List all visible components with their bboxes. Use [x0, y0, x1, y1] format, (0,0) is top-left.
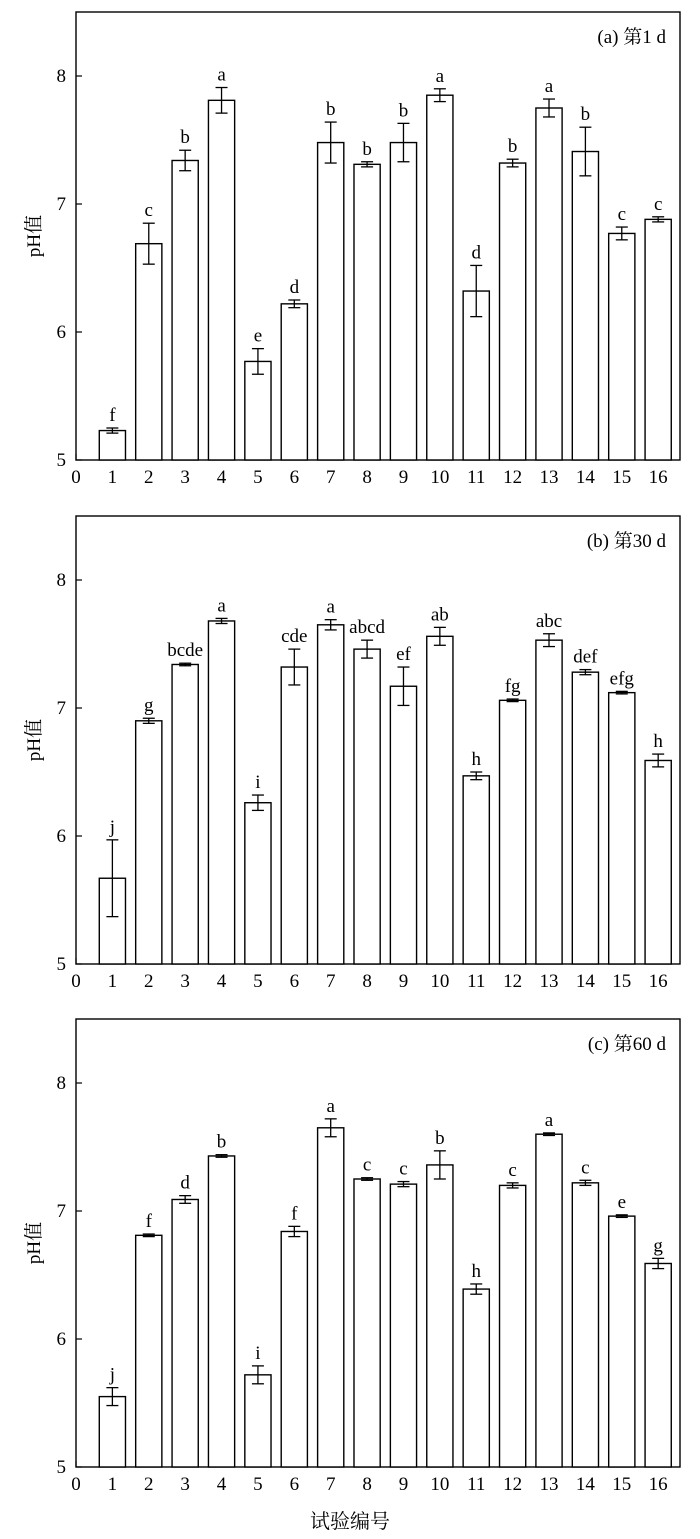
x-tick-label: 10	[430, 467, 450, 488]
significance-label: abc	[535, 610, 563, 632]
x-tick-label: 4	[216, 467, 227, 488]
significance-label: cde	[281, 626, 308, 648]
bar	[99, 1397, 125, 1467]
x-tick-label: 3	[180, 467, 190, 488]
chart-panel-2	[23, 516, 680, 992]
x-tick-label: 9	[398, 971, 409, 992]
significance-label: j	[109, 1364, 116, 1386]
y-tick-label: 7	[56, 1201, 66, 1222]
x-tick-label: 7	[325, 971, 336, 992]
y-tick-label: 5	[56, 1457, 66, 1478]
x-tick-label: 11	[467, 1474, 486, 1495]
bar	[463, 776, 489, 964]
x-tick-label: 9	[398, 1474, 409, 1495]
x-tick-label: 8	[362, 467, 372, 488]
x-tick-label: 4	[216, 971, 227, 992]
y-axis-title: pH值	[24, 718, 45, 762]
significance-label: abcd	[349, 617, 386, 639]
significance-label: bcde	[167, 640, 204, 662]
x-tick-label: 1	[107, 1474, 118, 1495]
significance-label: c	[508, 1159, 517, 1181]
significance-label: ab	[430, 604, 449, 626]
bar	[318, 1128, 344, 1467]
bar	[136, 244, 162, 460]
x-tick-label: 13	[539, 971, 559, 992]
significance-label: ef	[396, 644, 411, 666]
y-tick-label: 5	[56, 954, 66, 975]
y-axis-title: pH值	[24, 1221, 45, 1265]
x-tick-label: 8	[362, 971, 372, 992]
bar	[390, 686, 416, 964]
significance-label: b	[580, 104, 591, 126]
significance-label: a	[217, 595, 226, 617]
x-tick-label: 15	[612, 1474, 632, 1495]
bar	[318, 625, 344, 964]
x-tick-label: 14	[575, 1474, 595, 1495]
significance-label: b	[435, 1127, 445, 1149]
x-tick-label: 5	[253, 1474, 263, 1495]
significance-label: a	[435, 65, 445, 87]
x-tick-label: 9	[398, 467, 409, 488]
significance-label: efg	[609, 668, 634, 690]
significance-label: b	[398, 100, 409, 122]
significance-label: b	[362, 138, 372, 160]
x-tick-label: 6	[289, 1474, 300, 1495]
x-tick-label: 16	[648, 971, 668, 992]
significance-label: c	[581, 1157, 590, 1179]
x-tick-label: 16	[648, 1474, 668, 1495]
x-tick-label: 10	[430, 1474, 450, 1495]
significance-label: b	[180, 127, 190, 149]
significance-label: d	[289, 277, 300, 298]
panel-title: (b) 第30 d	[586, 531, 666, 552]
x-tick-label: 1	[107, 971, 118, 992]
y-tick-label: 8	[56, 570, 66, 591]
x-tick-label: 13	[539, 467, 559, 488]
x-tick-label: 0	[71, 971, 81, 992]
x-tick-label: 6	[289, 971, 300, 992]
significance-label: d	[180, 1172, 190, 1194]
x-tick-label: 15	[612, 971, 632, 992]
bar	[572, 152, 598, 460]
bar	[172, 664, 198, 964]
bar	[136, 721, 162, 964]
bar	[427, 636, 453, 964]
bar	[536, 640, 562, 964]
significance-label: g	[144, 695, 154, 717]
x-tick-label: 1	[107, 467, 118, 488]
x-tick-label: 7	[325, 467, 336, 488]
bar	[572, 1183, 598, 1467]
significance-label: f	[291, 1203, 298, 1225]
bar	[354, 1179, 380, 1467]
bar	[208, 621, 234, 964]
x-tick-label: 15	[612, 467, 632, 488]
bar	[390, 143, 416, 460]
x-tick-label: 8	[362, 1474, 372, 1495]
bar	[645, 219, 671, 460]
x-tick-label: 16	[648, 467, 668, 488]
x-tick-label: 13	[539, 1474, 559, 1495]
significance-label: b	[325, 99, 336, 121]
y-tick-label: 7	[56, 698, 66, 719]
x-tick-label: 12	[503, 1474, 523, 1495]
bar	[609, 233, 635, 460]
x-tick-label: 11	[467, 971, 486, 992]
significance-label: a	[544, 1109, 554, 1131]
significance-label: b	[216, 1131, 227, 1153]
bar	[245, 361, 271, 460]
x-tick-label: 6	[289, 467, 300, 488]
x-tick-label: 3	[180, 1474, 190, 1495]
bar	[208, 100, 234, 460]
significance-label: b	[507, 136, 518, 158]
bar	[645, 760, 671, 964]
panel-title: (a) 第1 d	[597, 27, 666, 48]
y-tick-label: 5	[56, 450, 66, 471]
significance-label: c	[362, 1154, 372, 1176]
bar	[354, 649, 380, 964]
significance-label: f	[109, 405, 116, 426]
bar	[645, 1263, 671, 1467]
bar	[500, 1185, 526, 1467]
significance-label: h	[653, 731, 663, 753]
x-tick-label: 11	[467, 467, 486, 488]
x-tick-label: 5	[253, 467, 263, 488]
bar	[208, 1156, 234, 1467]
significance-label: e	[253, 325, 263, 347]
bar	[427, 95, 453, 460]
bar	[536, 108, 562, 460]
significance-label: fg	[504, 676, 521, 698]
significance-label: c	[653, 193, 663, 215]
x-tick-label: 0	[71, 1474, 81, 1495]
significance-label: h	[471, 1260, 481, 1282]
chart-panel-1	[23, 12, 680, 488]
chart-panel-3	[23, 1019, 680, 1495]
x-tick-label: 14	[575, 467, 595, 488]
bar	[463, 1289, 489, 1467]
significance-label: c	[617, 204, 627, 226]
bar	[99, 431, 125, 460]
significance-label: j	[109, 816, 116, 838]
bar	[500, 163, 526, 460]
significance-label: h	[471, 749, 481, 770]
y-tick-label: 8	[56, 1073, 66, 1094]
bar	[281, 304, 307, 460]
bar	[245, 803, 271, 964]
bar	[281, 667, 307, 964]
x-tick-label: 3	[180, 971, 190, 992]
x-tick-label: 12	[503, 971, 523, 992]
x-tick-label: 2	[144, 467, 154, 488]
significance-label: i	[255, 772, 261, 794]
bar	[172, 1199, 198, 1467]
panel-title: (c) 第60 d	[587, 1034, 666, 1055]
y-tick-label: 6	[56, 1329, 66, 1350]
bar	[609, 693, 635, 964]
significance-label: c	[399, 1158, 408, 1180]
y-tick-label: 7	[56, 194, 66, 215]
bar	[500, 700, 526, 964]
y-tick-label: 8	[56, 66, 66, 87]
significance-label: a	[544, 76, 554, 98]
bar	[572, 672, 598, 964]
significance-label: a	[326, 596, 335, 618]
significance-label: e	[617, 1191, 627, 1213]
x-tick-label: 5	[253, 971, 263, 992]
bar	[281, 1231, 307, 1467]
bar	[427, 1165, 453, 1467]
bar	[136, 1235, 162, 1467]
bar	[172, 160, 198, 460]
bar	[354, 164, 380, 460]
x-tick-label: 0	[71, 467, 81, 488]
y-tick-label: 6	[56, 322, 66, 343]
y-tick-label: 6	[56, 826, 66, 847]
x-tick-label: 10	[430, 971, 450, 992]
significance-label: f	[145, 1211, 152, 1233]
x-tick-label: 14	[575, 971, 595, 992]
significance-label: a	[217, 64, 226, 86]
x-tick-label: 2	[144, 971, 154, 992]
significance-label: i	[255, 1342, 261, 1364]
significance-label: def	[573, 646, 598, 668]
bar	[245, 1375, 271, 1467]
y-axis-title: pH值	[24, 214, 45, 258]
significance-label: g	[653, 1235, 663, 1257]
x-tick-label: 12	[503, 467, 523, 488]
x-tick-label: 4	[216, 1474, 227, 1495]
bar	[390, 1184, 416, 1467]
bar	[318, 143, 344, 460]
bar	[609, 1216, 635, 1467]
x-tick-label: 2	[144, 1474, 154, 1495]
x-tick-label: 7	[325, 1474, 336, 1495]
x-axis-title: 试验编号	[310, 1511, 390, 1533]
bar	[536, 1134, 562, 1467]
significance-label: d	[471, 242, 481, 264]
significance-label: a	[326, 1095, 335, 1117]
significance-label: c	[144, 200, 153, 222]
